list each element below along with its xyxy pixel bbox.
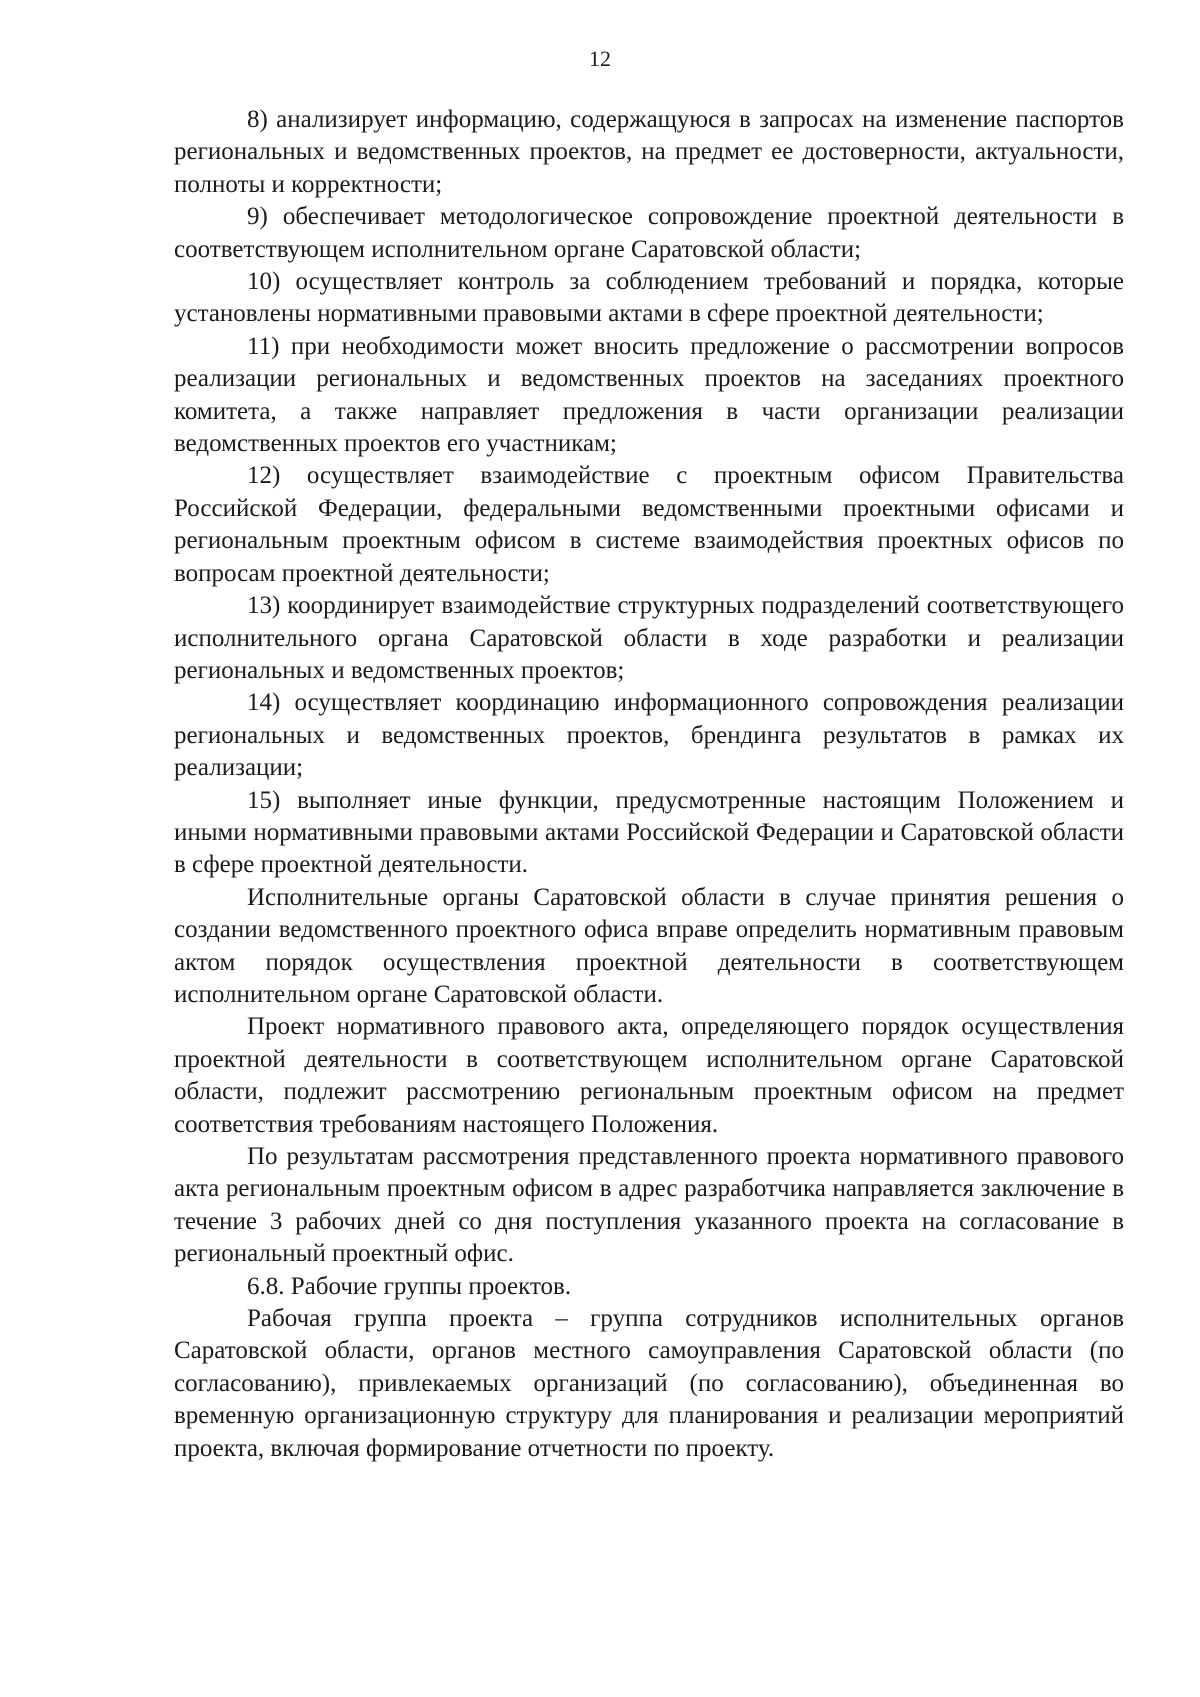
section-heading-6-8: 6.8. Рабочие группы проектов. <box>247 1272 572 1300</box>
page-number: 12 <box>589 46 611 71</box>
paragraph-item-15: 15) выполняет иные функции, предусмотренные настоящим Положением и иными нормативными правовыми актами Российской Федерации и Саратовской области в сфере проектной деятельности. <box>174 786 1124 879</box>
paragraph-item-11: 11) при необходимости может вносить предложение о рассмотрении вопросов реализации региональных и ведомственных проектов на заседаниях проектного комитета, а также направляет предложения в части организации реализации ведомственных проектов его участникам; <box>174 332 1124 458</box>
paragraph-review-results: По результатам рассмотрения представленного проекта нормативного правового акта региональным проектным офисом в адрес разработчика направляется заключение в течение 3 рабочих дней со дня поступления указанного проекта на согласование в региональный проектный офис. <box>174 1143 1124 1268</box>
paragraph-item-9: 9) обеспечивает методологическое сопровождение проектной деятельности в соответствующем исполнительном органе Саратовской области; <box>174 203 1124 263</box>
paragraph-item-12: 12) осуществляет взаимодействие с проектным офисом Правительства Российской Федерации, федеральными ведомственными проектными офисами и региональным проектным офисом в системе взаимодействия проектных офисов по вопросам проектной деятельности; <box>174 462 1124 587</box>
paragraph-item-8: 8) анализирует информацию, содержащуюся в запросах на изменение паспортов региональных и ведомственных проектов, на предмет ее достоверности, актуальности, полноты и корректности; <box>174 106 1124 198</box>
paragraph-departmental-office: Исполнительные органы Саратовской области в случае принятия решения о создании ведомственного проектного офиса вправе определить нормативным правовым актом порядок осуществления проектной деятельности в соответствующем исполнительном органе Саратовской области. <box>174 883 1124 1008</box>
paragraph-item-10: 10) осуществляет контроль за соблюдением требований и порядка, которые установлены нормативными правовыми актами в сфере проектной деятельности; <box>174 268 1124 328</box>
document-body <box>174 104 1124 1465</box>
paragraph-draft-act: Проект нормативного правового акта, определяющего порядок осуществления проектной деятельности в соответствующем исполнительном органе Саратовской области, подлежит рассмотрению региональным проектным офисом на предмет соответствия требованиям настоящего Положения. <box>174 1013 1124 1138</box>
paragraph-working-group: Рабочая группа проекта – группа сотрудников исполнительных органов Саратовской области, органов местного самоуправления Саратовской области (по согласованию), привлекаемых организаций (по согласованию), объединенная во временную организационную структуру для планирования и реализации мероприятий проекта, включая формирование отчетности по проекту. <box>174 1305 1124 1462</box>
paragraph-item-14: 14) осуществляет координацию информационного сопровождения реализации региональных и ведомственных проектов, брендинга результатов в рамках их реализации; <box>174 689 1124 782</box>
paragraph-item-13: 13) координирует взаимодействие структурных подразделений соответствующего исполнительного органа Саратовской области в ходе разработки и реализации региональных и ведомственных проектов; <box>174 592 1124 684</box>
